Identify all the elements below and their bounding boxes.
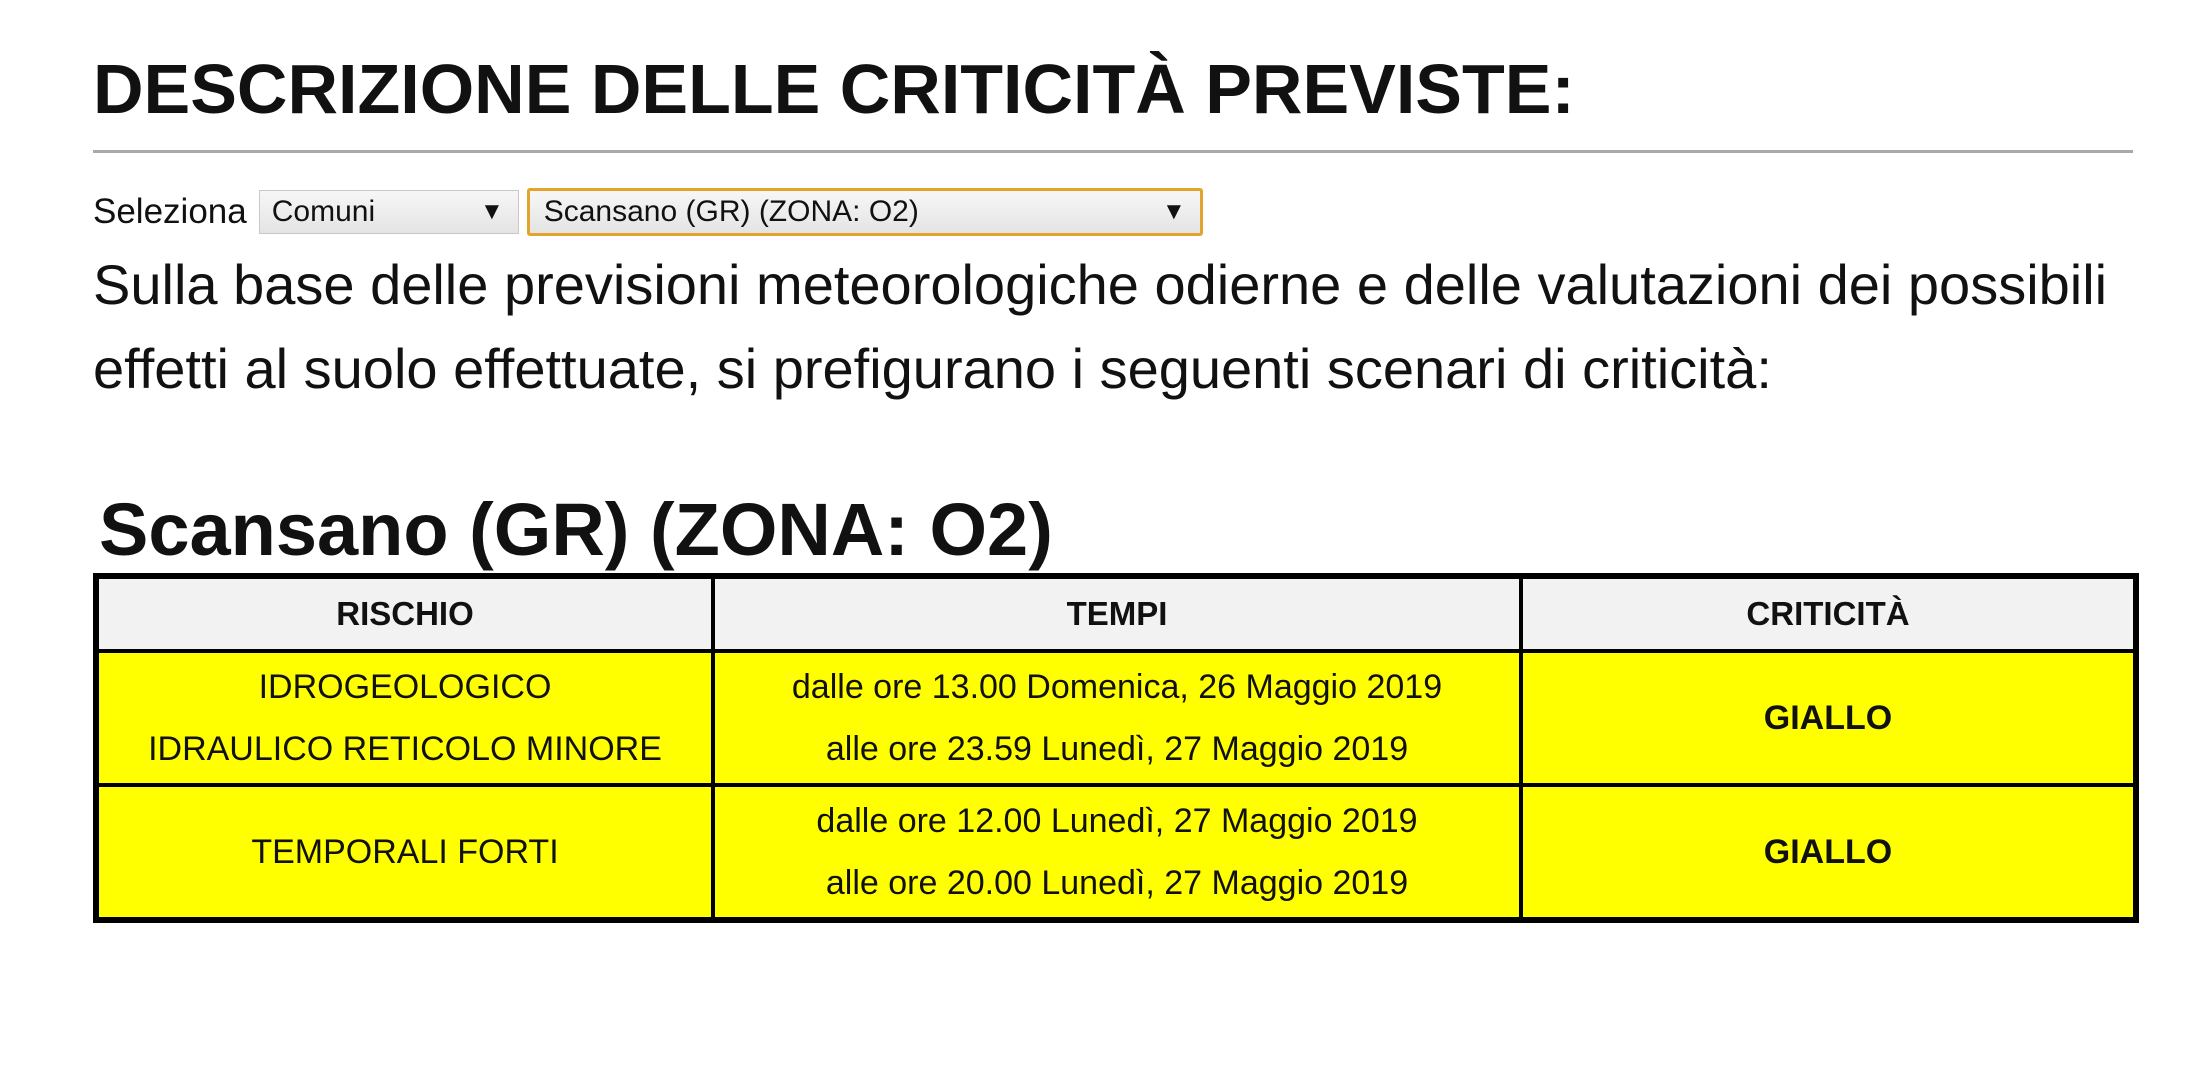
area-type-select-value: Comuni xyxy=(271,195,376,228)
table-row xyxy=(96,651,2136,785)
title-divider xyxy=(93,150,2133,153)
dropdown-arrow-icon: ▼ xyxy=(1161,198,1186,225)
selector-label: Seleziona xyxy=(93,192,247,231)
criticality-table xyxy=(93,573,2139,923)
risk-label: IDRAULICO RETICOLO MINORE xyxy=(148,730,662,768)
municipality-select-value: Scansano (GR) (ZONA: O2) xyxy=(543,195,919,228)
area-type-select[interactable] xyxy=(259,190,519,234)
time-from: dalle ore 13.00 Domenica, 26 Maggio 2019 xyxy=(791,668,1443,706)
time-cell xyxy=(713,785,1521,920)
header-rischio: RISCHIO xyxy=(96,576,713,651)
table-header-row xyxy=(96,576,2136,651)
header-criticita: CRITICITÀ xyxy=(1521,576,2136,651)
municipality-select[interactable] xyxy=(527,188,1203,236)
selector-row xyxy=(93,187,2133,237)
dropdown-arrow-icon: ▼ xyxy=(479,198,504,225)
table-row xyxy=(96,785,2136,920)
page-title: DESCRIZIONE DELLE CRITICITÀ PREVISTE: xyxy=(93,50,1575,128)
criticality-level: GIALLO xyxy=(1521,651,2136,785)
criticality-level: GIALLO xyxy=(1521,785,2136,920)
zone-title: Scansano (GR) (ZONA: O2) xyxy=(99,488,1053,571)
risk-label: TEMPORALI FORTI xyxy=(251,833,559,871)
risk-label: IDROGEOLOGICO xyxy=(258,668,552,706)
intro-paragraph: Sulla base delle previsioni meteorologiche odierne e delle valutazioni dei possibili effetti al suolo effettuate, si prefigurano i seguenti scenari di criticità: xyxy=(93,253,2108,400)
time-cell xyxy=(713,651,1521,785)
time-to: alle ore 20.00 Lunedì, 27 Maggio 2019 xyxy=(825,864,1409,902)
risk-cell xyxy=(96,651,713,785)
page xyxy=(93,0,2133,923)
time-to: alle ore 23.59 Lunedì, 27 Maggio 2019 xyxy=(825,730,1409,768)
risk-cell xyxy=(96,785,713,920)
header-tempi: TEMPI xyxy=(713,576,1521,651)
time-from: dalle ore 12.00 Lunedì, 27 Maggio 2019 xyxy=(816,802,1418,840)
